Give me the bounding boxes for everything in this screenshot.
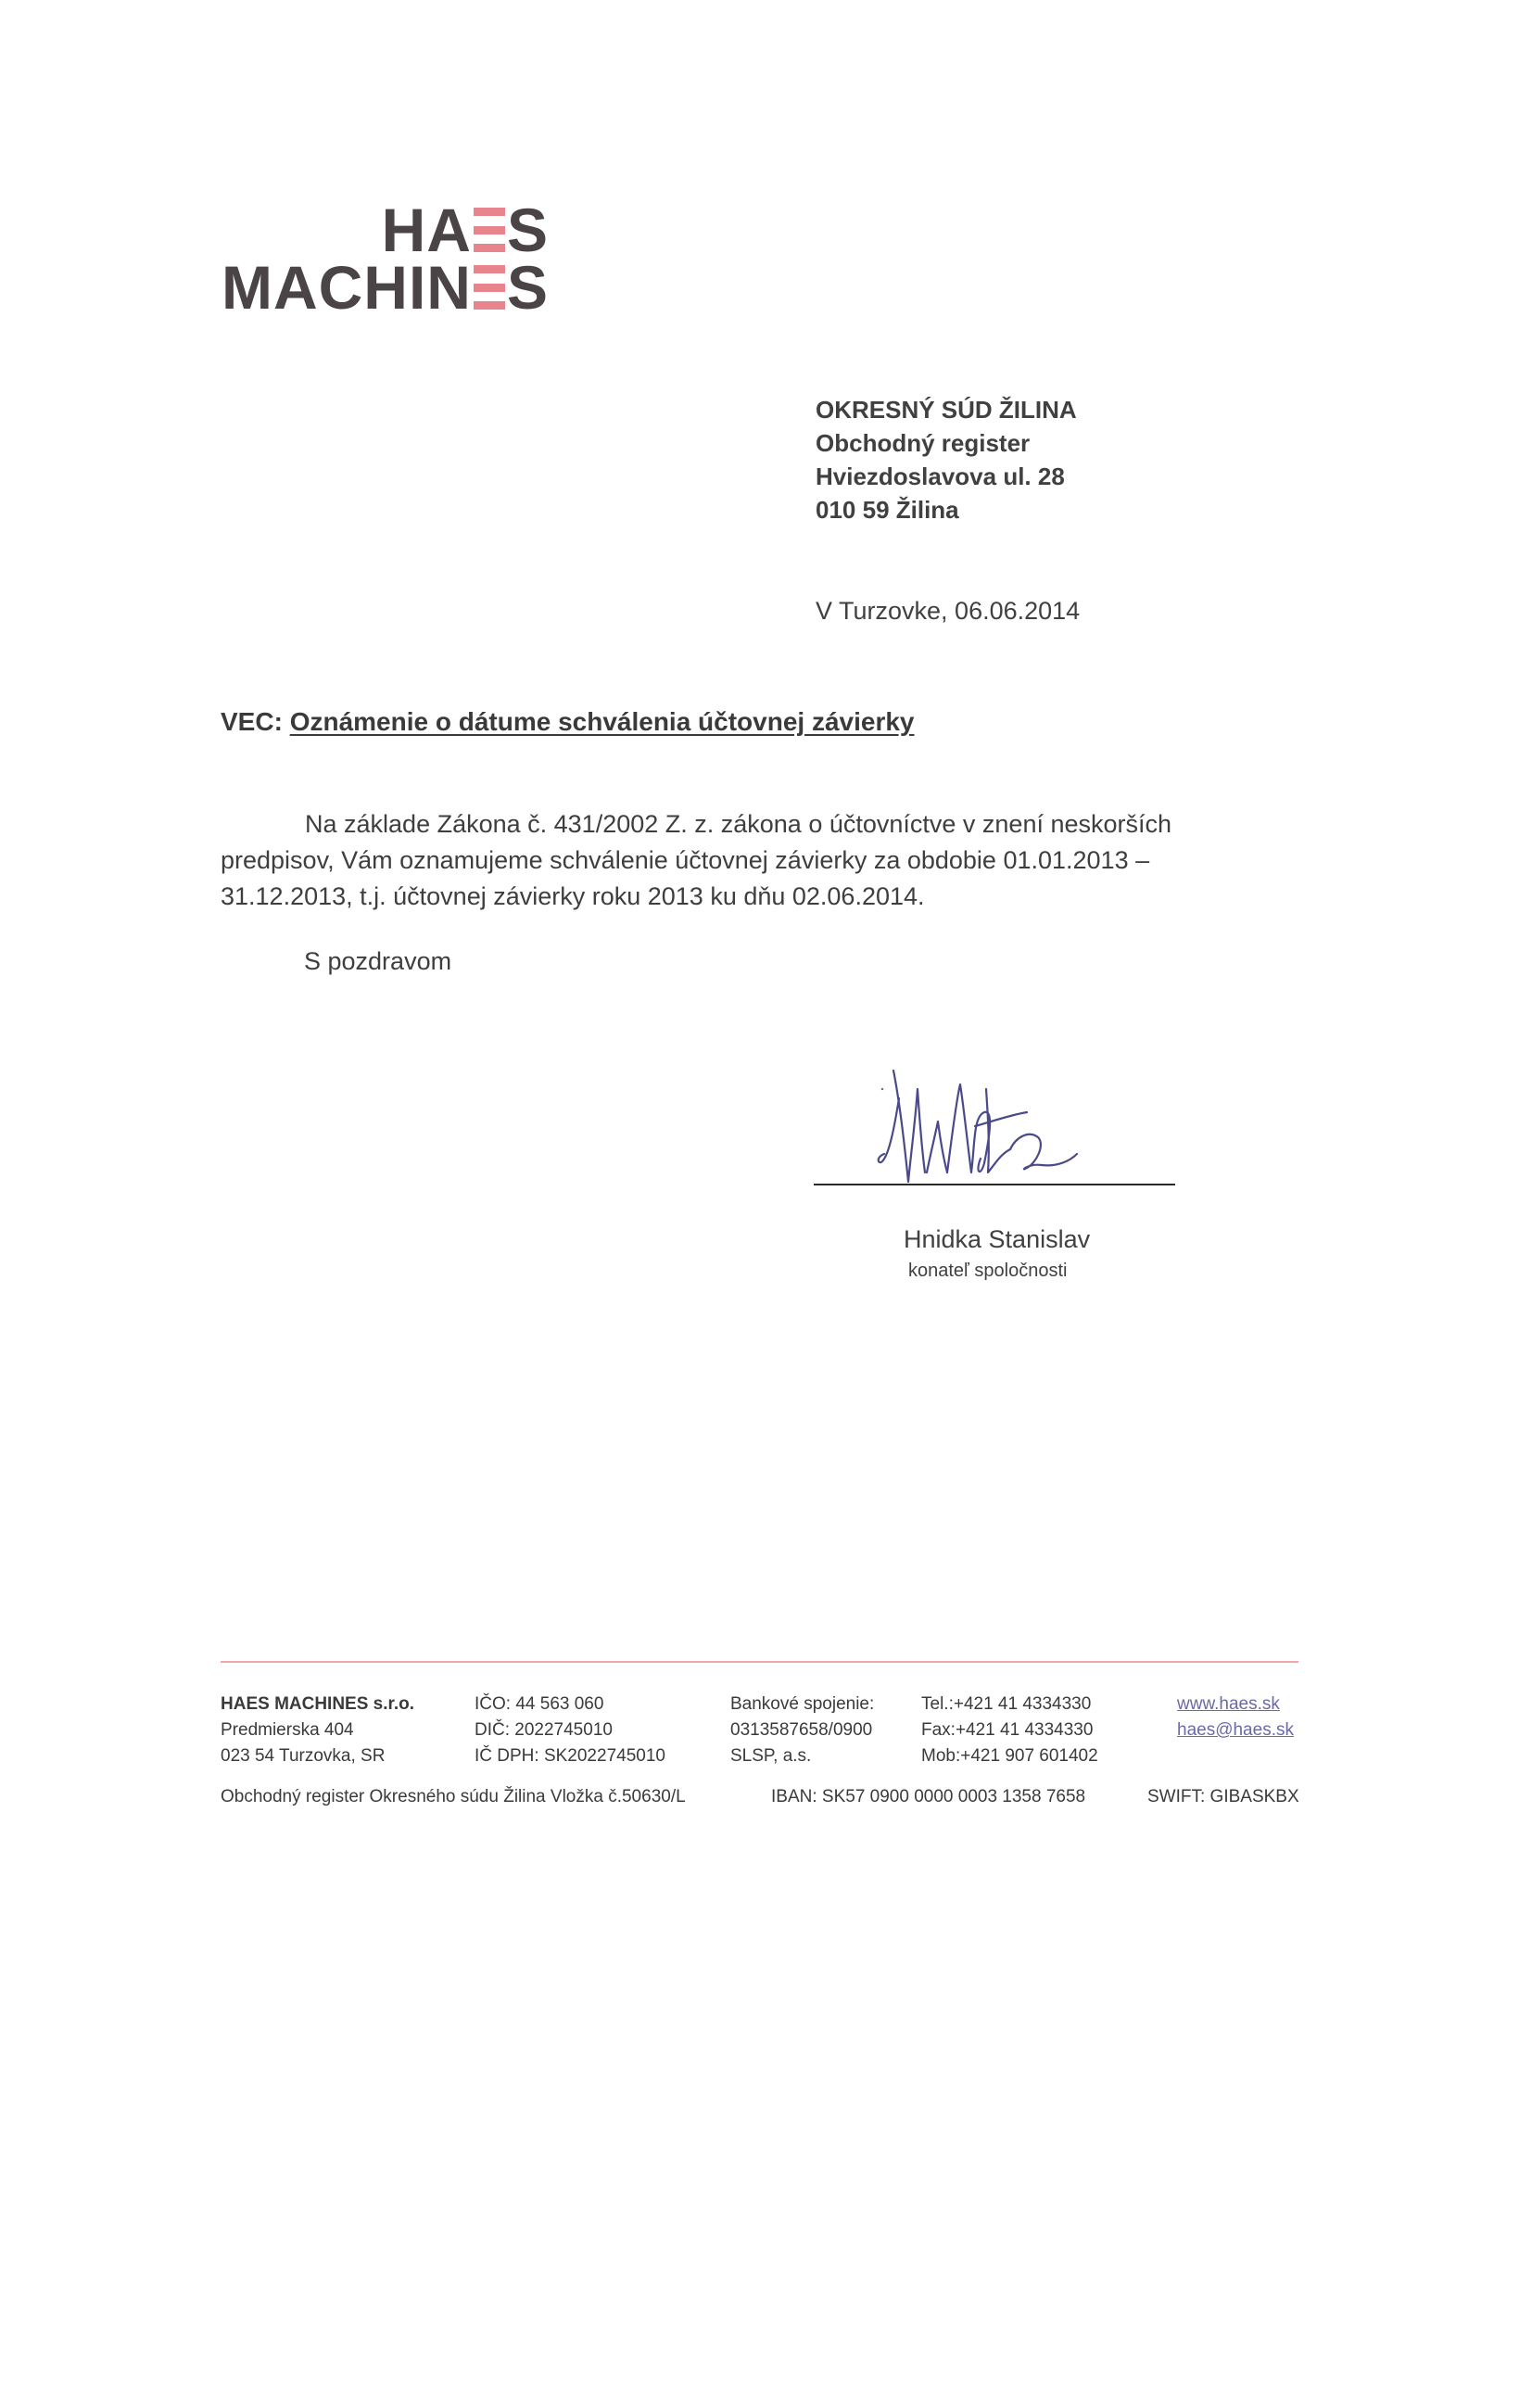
footer-swift: SWIFT: GIBASKBX — [1147, 1787, 1299, 1806]
footer-divider — [221, 1661, 1298, 1663]
greeting: S pozdravom — [304, 947, 452, 975]
logo-bars-e — [474, 265, 505, 310]
place-date: V Turzovke, 06.06.2014 — [816, 597, 1081, 625]
footer-dic: DIČ: 2022745010 — [475, 1720, 613, 1740]
footer-bank-name: SLSP, a.s. — [730, 1746, 812, 1766]
footer-registry: Obchodný register Okresného súdu Žilina Vložka č.50630/L — [221, 1787, 686, 1806]
footer-bank — [730, 1692, 874, 1769]
footer-mob: Mob:+421 907 601402 — [921, 1746, 1098, 1766]
logo-line-1-suffix: S — [506, 196, 549, 264]
letter-body — [221, 806, 1203, 915]
footer-company-name: HAES MACHINES s.r.o. — [221, 1694, 415, 1714]
footer-icdph: IČ DPH: SK2022745010 — [475, 1746, 665, 1766]
signer-role: konateľ spoločnosti — [908, 1261, 1068, 1281]
signer-name: Hnidka Stanislav — [904, 1225, 1091, 1253]
logo-bars-e — [474, 208, 505, 252]
footer-fax: Fax:+421 41 4334330 — [921, 1720, 1094, 1740]
logo-line-2-suffix: S — [506, 253, 549, 322]
subject-text: Oznámenie o dátume schválenia účtovnej závierky — [289, 707, 915, 736]
recipient-line-4: 010 59 Žilina — [816, 496, 959, 524]
logo-line-2 — [222, 253, 549, 322]
body-line-1: Na základe Zákona č. 431/2002 Z. z. zákona o účtovníctve v znení neskorších — [305, 810, 1172, 838]
logo-line-2-prefix: MACHIN — [222, 253, 472, 322]
footer-company — [221, 1692, 414, 1769]
footer-company-city: 023 54 Turzovka, SR — [221, 1746, 386, 1766]
footer-bank-account: 0313587658/0900 — [730, 1720, 873, 1740]
footer-bank-label: Bankové spojenie: — [730, 1694, 875, 1714]
footer-iban: IBAN: SK57 0900 0000 0003 1358 7658 — [771, 1787, 1086, 1806]
email-link[interactable]: haes@haes.sk — [1177, 1720, 1294, 1740]
signature-line — [814, 1184, 1175, 1185]
recipient-address — [816, 393, 1077, 526]
footer-ico: IČO: 44 563 060 — [475, 1694, 604, 1714]
logo-line-1-prefix: HA — [381, 196, 472, 264]
recipient-line-3: Hviezdoslavova ul. 28 — [816, 463, 1065, 490]
logo-line-1 — [381, 196, 549, 264]
footer-tel: Tel.:+421 41 4334330 — [921, 1694, 1092, 1714]
body-line-2: predpisov, Vám oznamujeme schválenie účtovnej závierky za obdobie 01.01.2013 – — [221, 846, 1150, 874]
handwritten-signature — [871, 1033, 1112, 1191]
recipient-line-1: OKRESNÝ SÚD ŽILINA — [816, 396, 1077, 424]
footer-web — [1177, 1692, 1294, 1743]
footer-company-street: Predmierska 404 — [221, 1720, 354, 1740]
subject-label: VEC: — [221, 707, 283, 736]
recipient-line-2: Obchodný register — [816, 429, 1031, 457]
footer-contact — [921, 1692, 1098, 1769]
body-line-3: 31.12.2013, t.j. účtovnej závierky roku 2013 ku dňu 02.06.2014. — [221, 882, 925, 910]
company-logo — [222, 196, 549, 322]
footer-ids — [475, 1692, 665, 1769]
website-link[interactable]: www.haes.sk — [1177, 1694, 1280, 1714]
subject-line — [221, 707, 915, 737]
